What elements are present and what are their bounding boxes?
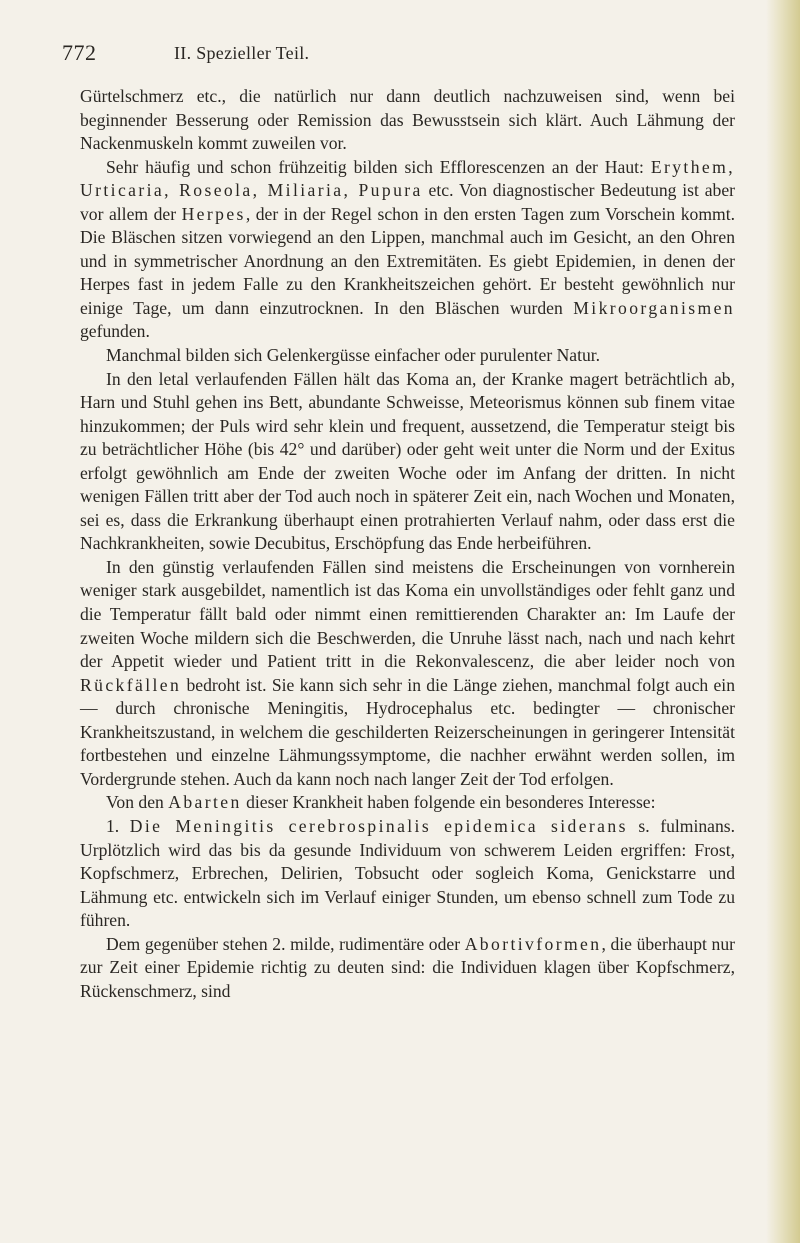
paragraph-3	[80, 344, 735, 368]
text-segment: Manchmal bilden sich Gelenkergüsse einfacher oder purulenter Natur.	[106, 345, 601, 366]
text-segment: etc. Von diagnostischer Bedeutung ist aber vor allem der	[80, 180, 735, 224]
text-segment: gefunden.	[80, 321, 150, 342]
text-segment: , die überhaupt nur zur Zeit einer Epidemie richtig zu deuten sind: die Individuen klagen über Kopfschmerz, Rückenschmerz, sind	[80, 933, 736, 1001]
spaced-term-herpes: Herpes	[181, 203, 246, 224]
spaced-term-abortivformen: Abortivformen	[464, 933, 602, 954]
paragraph-2	[80, 156, 735, 344]
spaced-term-efflorescence-types: Erythem, Urticaria, Roseola, Miliaria, Pupura	[80, 156, 735, 201]
paragraph-4	[80, 368, 735, 556]
text-segment: dieser Krankheit haben folgende ein besonderes Interesse:	[241, 792, 656, 813]
paragraph-1	[80, 85, 735, 156]
paragraph-8	[80, 933, 735, 1004]
text-segment: In den günstig verlaufenden Fällen sind meistens die Erscheinungen von vornherein weniger stark ausgebildet, namentlich ist das Koma ein unvollständiges oder fehlt ganz und die Temperatur fällt bald oder nimmt einen remittierenden Charakter an: Im Laufe der zweiten Woche mildern sich die Beschwerden, die Unruhe lässt nach, nach und nach kehrt der Appetit wieder und Patient tritt in die Rekonvalescenz, die aber leider noch von	[80, 556, 735, 672]
body-text	[80, 85, 735, 1003]
spaced-term-meningitis-siderans: Die Meningitis cerebrospinalis epidemica siderans	[129, 815, 628, 836]
spaced-term-abarten: Abarten	[168, 792, 242, 813]
spaced-term-mikroorganismen: Mikroorganismen	[573, 297, 735, 318]
paragraph-6	[80, 791, 735, 815]
text-segment: In den letal verlaufenden Fällen hält das Koma an, der Kranke magert beträchtlich ab, Harn und Stuhl gehen ins Bett, abundante Schweisse, Meteorismus können sub finem vitae hinzukommen; der Puls wird sehr klein und frequent, aussetzend, die Temperatur steigt bis zu beträchtlicher Höhe (bis 42° und darüber) oder geht weit unter die Norm und der Exitus erfolgt gewöhnlich am Ende der zweiten Woche oder im Anfang der dritten. In nicht wenigen Fällen tritt aber der Tod auch noch in späterer Zeit ein, nach Wochen und Monaten, sei es, dass die Erkrankung überhaupt einen protrahierten Verlauf nahm, oder dass erst die Nachkrankheiten, sowie Decubitus, Erschöpfung das Ende herbeiführen.	[80, 368, 735, 554]
page-edge-shadow	[766, 0, 800, 1243]
page-header	[62, 40, 742, 68]
text-segment: 1.	[106, 815, 130, 836]
text-segment: Von den	[106, 792, 169, 813]
text-segment: bedroht ist. Sie kann sich sehr in die Länge ziehen, manchmal folgt auch ein — durch chronische Meningitis, Hydrocephalus etc. bedingter — chronischer Krankheitszustand, in welchem die geschilderten Reizerscheinungen in geringerer Intensität fortbestehen und einzelne Lähmungssymptome, die nachher erwähnt werden sollen, im Vordergrunde stehen. Auch da kann noch nach langer Zeit der Tod erfolgen.	[80, 674, 735, 789]
text-segment: Dem gegenüber stehen 2. milde, rudimentäre oder	[106, 933, 465, 954]
text-segment: s. fulminans. Urplötzlich wird das bis da gesunde Individuum von schwerem Leiden ergriffen: Frost, Kopfschmerz, Erbrechen, Delirien, Tobsucht oder sogleich Koma, Genickstarre und Lähmung etc. entwickeln sich im Verlauf einiger Stunden, um ebenso schnell zum Tode zu führen.	[80, 815, 735, 931]
text-segment: , der in der Regel schon in den ersten Tagen zum Vorschein kommt. Die Bläschen sitzen vorwiegend an den Lippen, manchmal auch im Gesicht, an den Ohren und in symmetrischer Anordnung an den Extremitäten. Es giebt Epidemien, in denen der Herpes fast in jedem Falle zu den Krankheitszeichen gehört. Er besteht gewöhnlich nur einige Tage, um dann einzutrocknen. In den Bläschen wurden	[80, 203, 735, 318]
paragraph-7	[80, 815, 735, 933]
page-number: 772	[62, 40, 97, 65]
paragraph-5	[80, 556, 735, 791]
text-segment: Sehr häufig und schon frühzeitig bilden sich Efflorescenzen an der Haut:	[106, 156, 651, 177]
spaced-term-rueckfaellen: Rückfällen	[80, 674, 182, 695]
running-head: II. Spezieller Teil.	[174, 43, 310, 63]
text-segment: Gürtelschmerz etc., die natürlich nur dann deutlich nachzuweisen sind, wenn bei beginnender Besserung oder Remission das Bewusstsein sich klärt. Auch Lähmung der Nackenmuskeln kommt zuweilen vor.	[80, 86, 735, 154]
